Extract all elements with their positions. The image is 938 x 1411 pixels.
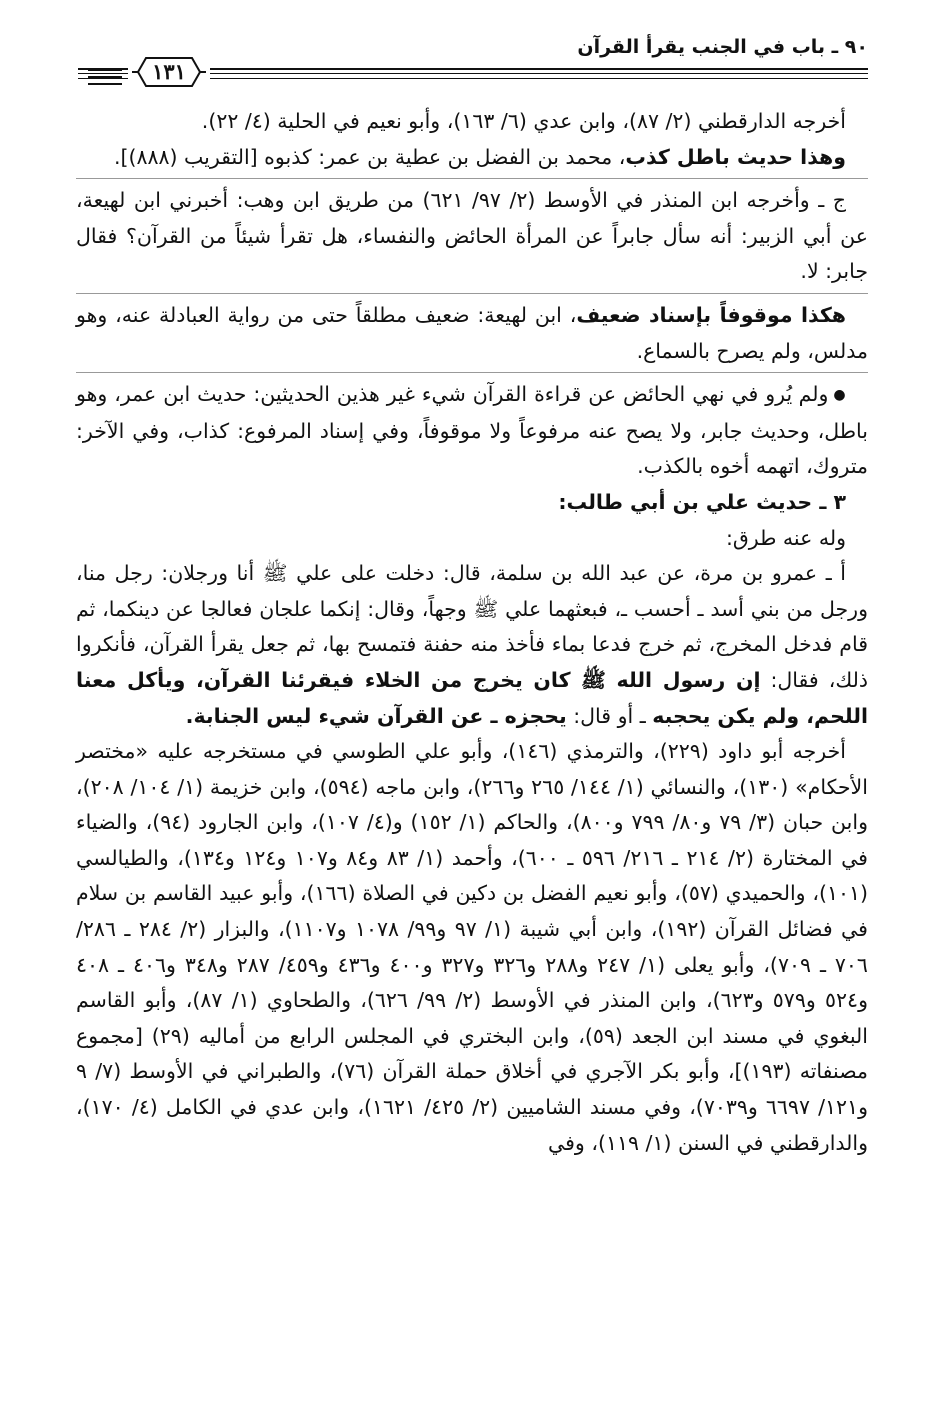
bold-text: وهذا حديث باطل كذب [625,144,846,169]
paragraph-p3 [76,183,868,290]
paragraph-p2 [76,140,868,176]
paragraph-separator [76,178,868,179]
bold-text: إن رسول الله ﷺ كان يخرج من الخلاء فيقرئنا القرآن، ويأكل معنا اللحم، ولم يكن يحجبه [76,667,868,728]
text-run: ـ أو قال: [566,703,653,728]
text-run: ، ابن لهيعة: ضعيف مطلقاً حتى من رواية العبادلة عنه، وهو مدلس، ولم يصرح بالسماع. [76,302,868,363]
paragraph-p7 [76,521,868,557]
text-run: أخرجه أبو داود (٢٢٩)، والترمذي (١٤٦)، وأبو علي الطوسي في مستخرجه عليه «مختصر الأحكام» (١٣٠)، والنسائي (١/ ١٤٤/ ٢٦٥ و٢٦٦)، وابن ماجه (٥٩٤)، وابن خزيمة (١/ ١٠٤/ ٢٠٨)، وابن حبان (٣/ ٧٩ و٨٠/ ٧٩٩ و٨٠٠)، والحاكم (١/ ١٥٢) و(٤/ ١٠٧)، وابن الجارود (٩٤)، والضياء في المختارة (٢/ ٢١٤ ـ ٢١٦/ ٥٩٦ ـ ٦٠٠)، وأحمد (١/ ٨٣ و٨٤ و١٠٧ و١٢٤ و١٣٤)، والطيالسي (١٠١)، والحميدي (٥٧)، وأبو نعيم الفضل بن دكين في الصلاة (١٦٦)، وأبو عبيد القاسم بن سلام في فضائل القرآن (١٩٢)، وابن أبي شيبة (١/ ٩٧ و٩٩/ ١٠٧٨ و١١٠٧)، والبزار (٢/ ٢٨٤ ـ ٢٨٦/ ٧٠٦ ـ ٧٠٩)، وأبو يعلى (١/ ٢٤٧ و٢٨٨ و٣٢٦ و٣٢٧ و٤٠٠ و٤٣٦ و٤٥٩/ ٢٨٧ و٣٤٨ و٤٠٦ ـ ٤٠٨ و٥٢٤ و٥٧٩ و٦٢٣)، وابن المنذر في الأوسط (٢/ ٩٩/ ٦٢٦)، والطحاوي (١/ ٨٧)، وأبو القاسم البغوي في مسند ابن الجعد (٥٩)، وابن البختري في المجلس الرابع من أماليه (٢٩) [مجموع مصنفاته (١٩٣)]، وأبو بكر الآجري في أخلاق حملة القرآن (٧٦)، والطبراني في الأوسط (٧/ ٩ و١٢١/ ٦٦٩٧ و٧٠٣٩)، وفي مسند الشاميين (٢/ ٤٢٥/ ١٦٢١)، وابن عدي في الكامل (٤/ ١٧٠)، والدارقطني في السنن (١/ ١١٩)، وفي [76,739,868,1155]
text-run: أ ـ عمرو بن مرة، عن عبد الله بن سلمة، قال: دخلت على علي ﷺ أنا ورجلان: رجل منا، ورجل من بني أسد ـ أحسب ـ، فبعثهما علي ﷺ وجهاً، وقال: إنكما علجان فعالجا عن دينكما، ثم قام فدخل المخرج، ثم خرج فدعا بماء فأخذ منه حفنة فتمسح بها، ثم جعل يقرأ القرآن، فأنكروا ذلك، فقال: [76,561,868,692]
paragraph-p9 [76,734,868,1161]
paragraph-separator [76,293,868,294]
text-run: ولم يُرو في نهي الحائض عن قراءة القرآن شيء غير هذين الحديثين: حديث ابن عمر، وهو باطل، وحديث جابر، ولا يصح عنه مرفوعاً ولا موقوفاً، وفي إسناد المرفوع: كذاب، وفي الآخر: متروك، اتهمه أخوه بالكذب. [76,382,868,479]
text-run: ، محمد بن الفضل بن عطية بن عمر: كذبوه [التقريب (٨٨٨)]. [113,144,626,169]
paragraph-p4 [76,298,868,369]
text-run: أخرجه الدارقطني (٢/ ٨٧)، وابن عدي (٦/ ١٦٣)، وأبو نعيم في الحلية (٤/ ٢٢). [201,109,846,133]
bold-text: هكذا موقوفاً بإسناد ضعيف [576,302,846,327]
bullet-icon: ● [828,387,846,404]
text-run: ج ـ وأخرجه ابن المنذر في الأوسط (٢/ ٩٧/ ٦٢١) من طريق ابن وهب: أخبرني ابن لهيعة، عن أبي الزبير: أنه سأل جابراً عن المرأة الحائض والنفساء، هل تقرأ شيئاً من القرآن؟ فقال جابر: لا. [76,188,868,284]
paragraph-separator [76,372,868,373]
paragraph-p5 [76,377,868,485]
bold-text: يحجزه ـ عن القرآن شيء ليس الجنابة. [185,703,567,728]
chapter-title: ٩٠ ـ باب في الجنب يقرأ القرآن [577,36,868,58]
text-run: وله عنه طرق: [725,525,846,550]
page-number: ١٣١ [152,59,186,84]
page-body [76,104,868,1161]
paragraph-p8 [76,556,868,734]
page-number-frame [128,54,210,90]
page-header [78,32,868,90]
bold-text: ٣ ـ حديث علي بن أبي طالب: [558,489,846,514]
header-rule-left [88,69,122,90]
paragraph-p1 [76,104,868,140]
paragraph-p6 [76,485,868,521]
